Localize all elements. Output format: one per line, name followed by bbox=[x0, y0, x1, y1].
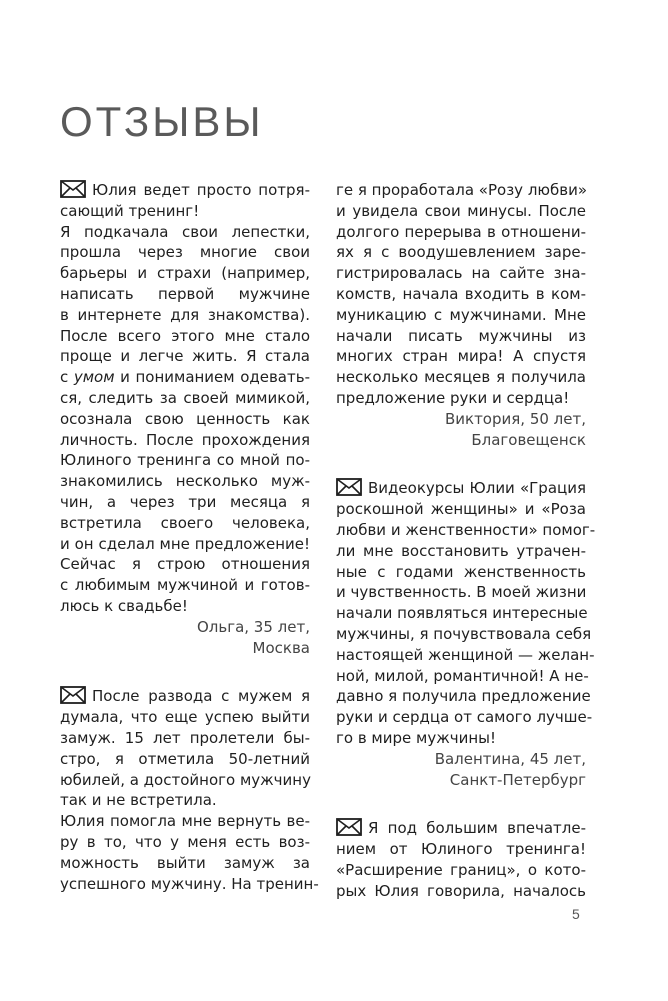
text-line: мужчины, я почувствовала себя bbox=[336, 624, 592, 643]
text-line: «Расширение границ», о кото- bbox=[336, 860, 586, 879]
text-line: После всего этого мне стало bbox=[60, 326, 310, 345]
text-line: ли мне восстановить утрачен- bbox=[336, 541, 586, 560]
right-column bbox=[336, 180, 596, 902]
text-line: можность выйти замуж за bbox=[60, 853, 310, 872]
page-number: 5 bbox=[572, 906, 580, 922]
text-line: ру в то, что у меня есть воз- bbox=[60, 832, 310, 851]
text-line: проще и легче жить. Я стала bbox=[60, 347, 310, 366]
text-line: начали писать мужчины из bbox=[336, 326, 586, 345]
text-line: сающий тренинг! bbox=[60, 201, 200, 220]
text-line: долгого перерыва в отношени- bbox=[336, 222, 586, 241]
text-line: знакомились несколько муж- bbox=[60, 472, 310, 491]
review-signature: Ольга, 35 лет, bbox=[196, 617, 310, 636]
text-line: Юлия ведет просто потря- bbox=[60, 180, 310, 201]
text-line: роскошной женщины» и «Роза bbox=[336, 500, 586, 519]
text-line: муникацию с мужчинами. Мне bbox=[336, 305, 586, 324]
text-line: думала, что еще успею выйти bbox=[60, 708, 310, 727]
text-line: и он сделал мне предложение! bbox=[60, 534, 310, 553]
text-line: с любимым мужчиной и готов- bbox=[60, 576, 310, 595]
text-line: Юлия помогла мне вернуть ве- bbox=[60, 812, 310, 831]
text-line: руки и сердца от самого лучше- bbox=[336, 708, 593, 727]
text-line: Я под большим впечатле- bbox=[336, 818, 586, 839]
review-signature: Санкт-Петербург bbox=[449, 770, 586, 789]
envelope-icon bbox=[336, 818, 362, 836]
text-line: так и не встретила. bbox=[60, 791, 217, 810]
review-separator bbox=[336, 790, 586, 818]
text-line: ях я с воодушевлением заре- bbox=[336, 243, 586, 262]
text-line: люсь к свадьбе! bbox=[60, 596, 188, 615]
text-line: прошла через многие свои bbox=[60, 243, 310, 262]
text-line: начали появляться интересные bbox=[336, 604, 588, 623]
page-title: ОТЗЫВЫ bbox=[60, 98, 264, 145]
text-line: личность. После прохождения bbox=[60, 430, 310, 449]
text-line: любви и женственности» помог- bbox=[336, 520, 596, 539]
review-separator bbox=[60, 658, 310, 686]
text-line: написать первой мужчине bbox=[60, 284, 310, 303]
envelope-icon bbox=[60, 180, 86, 198]
text-line: После развода с мужем я bbox=[60, 686, 310, 707]
text-line: предложение руки и сердца! bbox=[336, 388, 570, 407]
text-line: замуж. 15 лет пролетели бы- bbox=[60, 728, 310, 747]
left-column bbox=[60, 180, 319, 894]
text-line: стро, я отметила 50-летний bbox=[60, 749, 310, 768]
text-line: несколько месяцев я получила bbox=[336, 368, 586, 387]
envelope-icon bbox=[336, 478, 362, 496]
review-signature: Валентина, 45 лет, bbox=[434, 749, 586, 768]
text-line: нием от Юлиного тренинга! bbox=[336, 840, 586, 859]
text-line: Юлиного тренинга со мной по- bbox=[60, 451, 310, 470]
review-signature: Виктория, 50 лет, bbox=[444, 409, 586, 428]
text-line: барьеры и страхи (например, bbox=[60, 264, 310, 283]
text-line: и увидела свои минусы. После bbox=[336, 201, 586, 220]
text-line: встретила своего человека, bbox=[60, 513, 310, 532]
text-line: гистрировалась на сайте зна- bbox=[336, 264, 586, 283]
review-signature: Благовещенск bbox=[471, 430, 586, 449]
text-line: и чувственность. В моей жизни bbox=[336, 583, 587, 602]
review-separator bbox=[336, 450, 586, 478]
text-line: Сейчас я строю отношения bbox=[60, 555, 310, 574]
text-line: настоящей женщиной — желан- bbox=[336, 645, 595, 664]
text-line: ся, следить за своей мимикой, bbox=[60, 388, 310, 407]
text-line: чин, а через три месяца я bbox=[60, 492, 310, 511]
text-line: с умом и пониманием одевать- bbox=[60, 368, 310, 387]
text-line: ной, милой, романтичной! А не- bbox=[336, 666, 589, 685]
text-line: ге я проработала «Розу любви» bbox=[336, 181, 588, 199]
text-line: осознала свою ценность как bbox=[60, 409, 310, 428]
text-line: го в мире мужчины! bbox=[336, 728, 496, 747]
text-line: в интернете для знакомства). bbox=[60, 305, 310, 324]
text-line: комств, начала входить в ком- bbox=[336, 284, 586, 303]
text-line: многих стран мира! А спустя bbox=[336, 347, 586, 366]
text-line: давно я получила предложение bbox=[336, 687, 591, 706]
text-line: ные с годами женственность bbox=[336, 562, 586, 581]
text-line: успешного мужчину. На тренин- bbox=[60, 874, 319, 893]
text-line: юбилей, а достойного мужчину bbox=[60, 770, 311, 789]
text-line: Видеокурсы Юлии «Грация bbox=[336, 478, 586, 499]
review-signature: Москва bbox=[252, 638, 310, 657]
text-line: Я подкачала свои лепестки, bbox=[60, 222, 310, 241]
text-line: рых Юлия говорила, началось bbox=[336, 881, 586, 900]
envelope-icon bbox=[60, 686, 86, 704]
